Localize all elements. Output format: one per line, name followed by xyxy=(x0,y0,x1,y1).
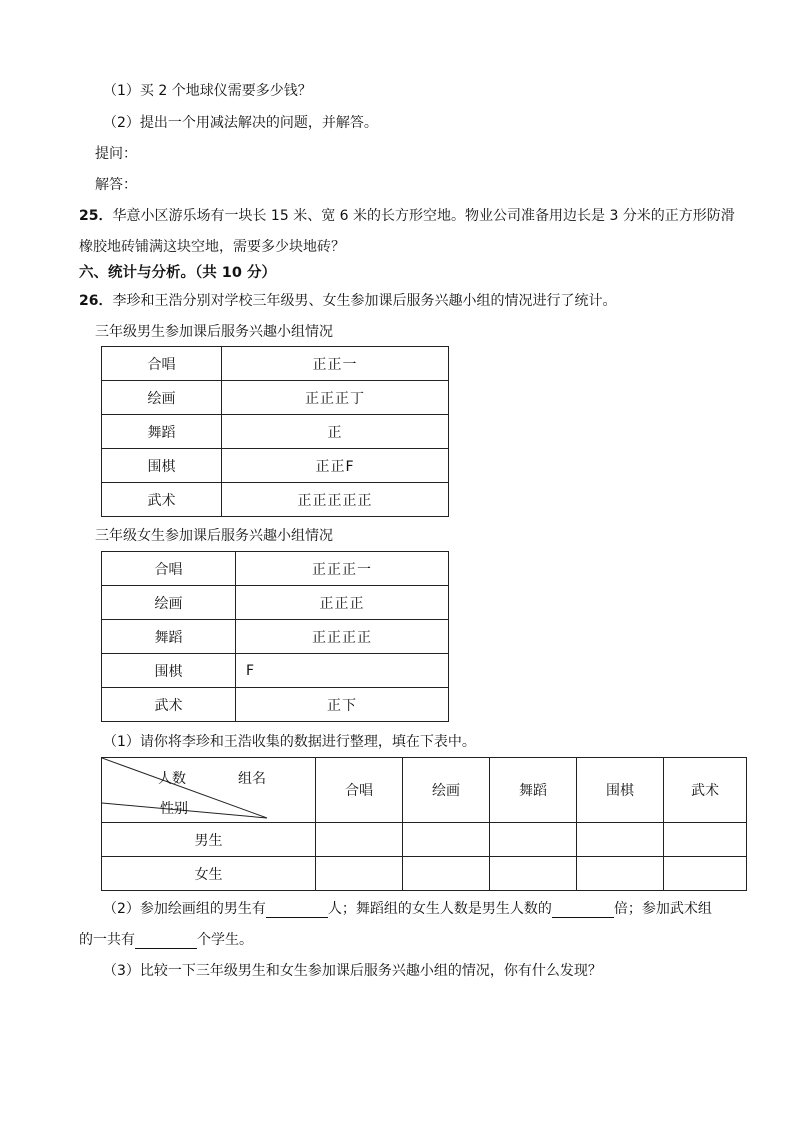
table-row xyxy=(102,823,747,857)
summary-col-header: 武术 xyxy=(664,758,747,823)
girls-tally-cell: F xyxy=(236,654,449,688)
q26-sub2-text-a: （2）参加绘画组的男生有 xyxy=(103,901,266,917)
summary-input-cell[interactable] xyxy=(316,857,403,891)
girls-tally-table xyxy=(101,551,449,722)
section-6-heading: 六、统计与分析。（共 10 分） xyxy=(79,265,277,281)
table-row xyxy=(102,381,449,415)
table-row xyxy=(102,586,449,620)
q24-answer-label: 解答： xyxy=(95,177,137,193)
q26-sub2-text-e: 个学生。 xyxy=(197,932,253,948)
table-row xyxy=(102,347,449,381)
summary-input-cell[interactable] xyxy=(403,857,490,891)
q26-sub2-text-c: 倍；参加武术组 xyxy=(613,901,712,917)
boys-group-cell: 围棋 xyxy=(102,449,222,483)
summary-col-header: 围棋 xyxy=(577,758,664,823)
q24-sub1: （1）买 2 个地球仪需要多少钱？ xyxy=(103,83,312,99)
table-row xyxy=(102,483,449,517)
summary-input-cell[interactable] xyxy=(577,823,664,857)
girls-group-cell: 围棋 xyxy=(102,654,236,688)
answer-blank-boys-drawing[interactable] xyxy=(266,903,328,918)
boys-group-cell: 合唱 xyxy=(102,347,222,381)
boys-tally-cell: 正正正正正 xyxy=(222,483,449,517)
q26-sub2-text-b: 人；舞蹈组的女生人数是男生人数的 xyxy=(327,901,552,917)
girls-tally-cell: 正正正一 xyxy=(236,552,449,586)
q25-text1: 华意小区游乐场有一块长 15 米、宽 6 米的长方形空地。物业公司准备用边长是 3 分米的正方形防滑 xyxy=(112,208,735,224)
boys-tally-cell: 正 xyxy=(222,415,449,449)
table-row xyxy=(102,688,449,722)
summary-input-cell[interactable] xyxy=(577,857,664,891)
summary-row-header: 男生 xyxy=(102,823,316,857)
summary-input-cell[interactable] xyxy=(403,823,490,857)
summary-table xyxy=(101,757,747,891)
q26-intro-text: 李珍和王浩分别对学校三年级男、女生参加课后服务兴趣小组的情况进行了统计。 xyxy=(112,293,617,309)
boys-group-cell: 武术 xyxy=(102,483,222,517)
diagonal-lines xyxy=(102,758,315,823)
q26-intro xyxy=(79,292,616,310)
summary-corner-cell xyxy=(102,758,316,823)
table-row xyxy=(102,857,747,891)
summary-input-cell[interactable] xyxy=(490,857,577,891)
summary-input-cell[interactable] xyxy=(316,823,403,857)
q25-line1 xyxy=(79,207,735,225)
girls-group-cell: 合唱 xyxy=(102,552,236,586)
girls-tally-cell: 正下 xyxy=(236,688,449,722)
table-row xyxy=(102,415,449,449)
q26-sub1: （1）请你将李珍和王浩收集的数据进行整理，填在下表中。 xyxy=(103,734,476,750)
q26-sub2-line1 xyxy=(103,900,712,918)
boys-tally-cell: 正正正丁 xyxy=(222,381,449,415)
girls-table-title: 三年级女生参加课后服务兴趣小组情况 xyxy=(95,528,333,544)
corner-group-label: 组名 xyxy=(238,771,266,787)
girls-tally-cell: 正正正正 xyxy=(236,620,449,654)
boys-tally-cell: 正正一 xyxy=(222,347,449,381)
corner-gender-label: 性别 xyxy=(160,801,188,817)
boys-tally-cell: 正正F xyxy=(222,449,449,483)
summary-input-cell[interactable] xyxy=(664,823,747,857)
q26-number: 26． xyxy=(79,293,113,309)
summary-input-cell[interactable] xyxy=(664,857,747,891)
girls-group-cell: 武术 xyxy=(102,688,236,722)
boys-table-title: 三年级男生参加课后服务兴趣小组情况 xyxy=(95,324,333,340)
answer-blank-dance-ratio[interactable] xyxy=(552,903,614,918)
q25-line2: 橡胶地砖铺满这块空地，需要多少块地砖？ xyxy=(79,239,345,255)
q24-sub2: （2）提出一个用减法解决的问题，并解答。 xyxy=(103,115,378,131)
girls-group-cell: 绘画 xyxy=(102,586,236,620)
corner-people-label: 人数 xyxy=(158,771,186,787)
girls-tally-cell: 正正正 xyxy=(236,586,449,620)
summary-col-header: 合唱 xyxy=(316,758,403,823)
q26-sub3: （3）比较一下三年级男生和女生参加课后服务兴趣小组的情况，你有什么发现？ xyxy=(103,963,602,979)
summary-col-header: 绘画 xyxy=(403,758,490,823)
table-row xyxy=(102,620,449,654)
answer-blank-martial-total[interactable] xyxy=(135,934,197,949)
q26-sub2-text-d: 的一共有 xyxy=(79,932,135,948)
table-row xyxy=(102,758,747,823)
table-row xyxy=(102,449,449,483)
boys-group-cell: 舞蹈 xyxy=(102,415,222,449)
q26-sub2-line2 xyxy=(79,931,253,949)
girls-group-cell: 舞蹈 xyxy=(102,620,236,654)
q24-ask-label: 提问： xyxy=(95,146,137,162)
table-row xyxy=(102,552,449,586)
table-row xyxy=(102,654,449,688)
q25-number: 25． xyxy=(79,208,113,224)
summary-input-cell[interactable] xyxy=(490,823,577,857)
boys-tally-table xyxy=(101,346,449,517)
boys-group-cell: 绘画 xyxy=(102,381,222,415)
summary-col-header: 舞蹈 xyxy=(490,758,577,823)
summary-row-header: 女生 xyxy=(102,857,316,891)
